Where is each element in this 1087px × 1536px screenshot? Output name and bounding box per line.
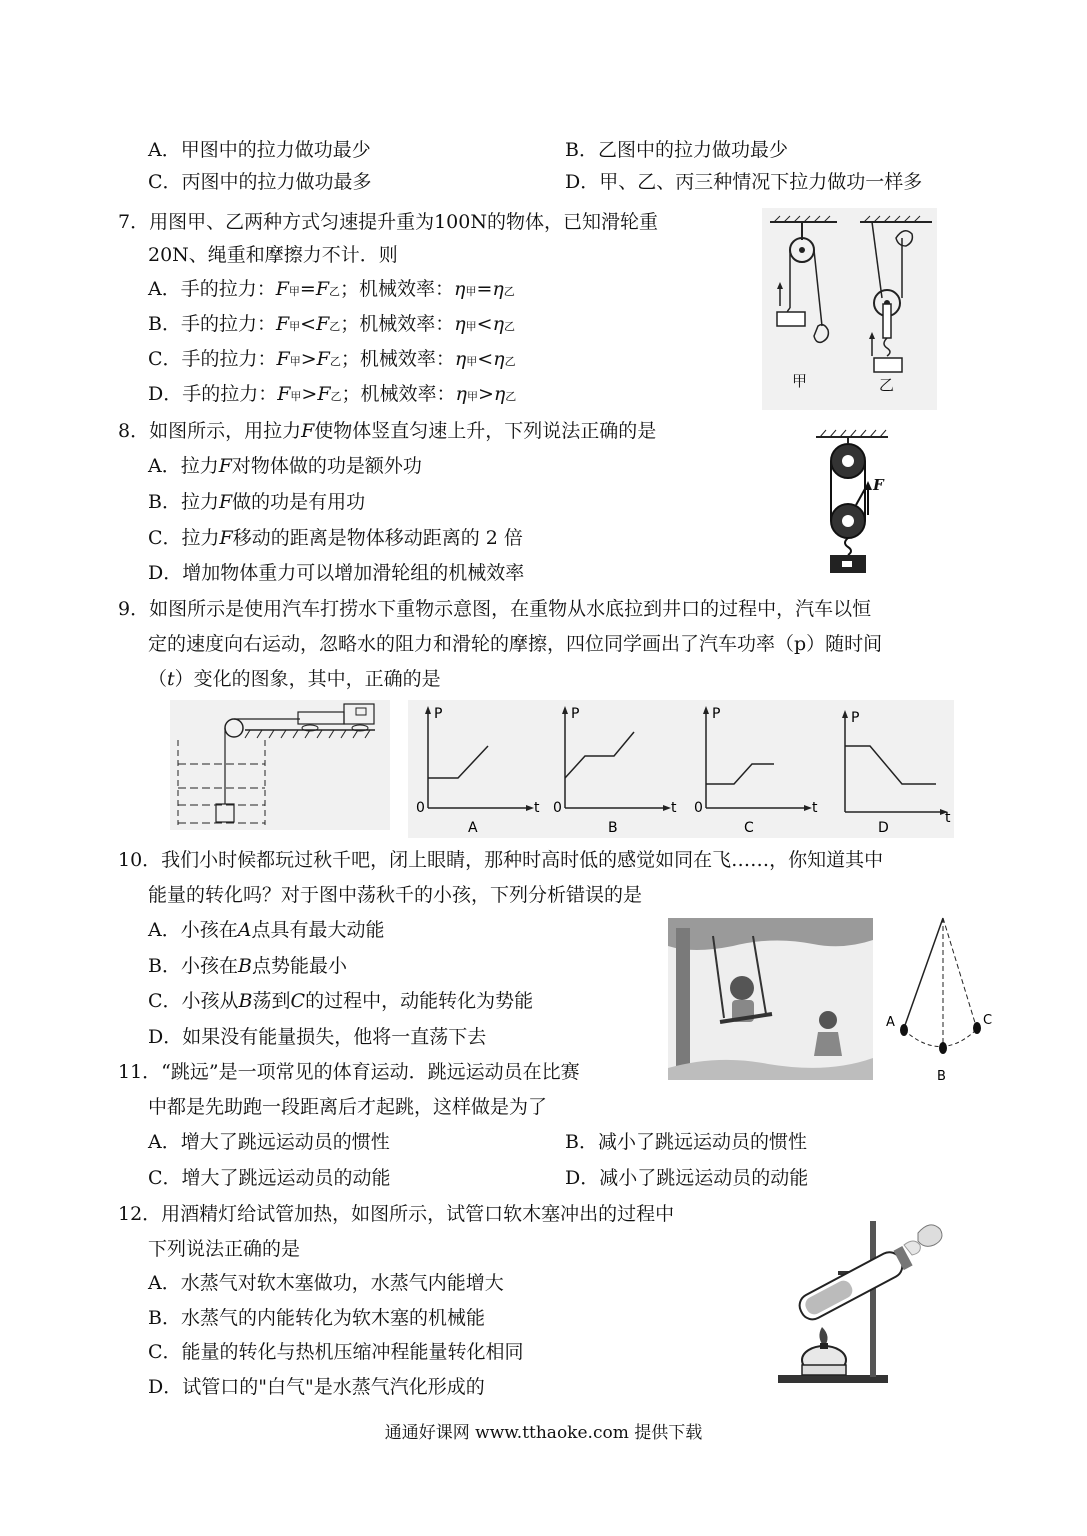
q7-label-yi: 乙 [879, 376, 895, 394]
q11-stem-line2: 中都是先助跑一段距离后才起跳，这样做是为了 [148, 1096, 548, 1118]
svg-text:t: t [945, 810, 951, 826]
svg-text:0: 0 [416, 800, 425, 816]
q10-option-d: D．如果没有能量损失，他将一直荡下去 [148, 1026, 487, 1048]
q12-option-d: D．试管口的"白气"是水蒸气汽化形成的 [148, 1376, 485, 1398]
svg-text:A: A [468, 820, 478, 836]
svg-text:P: P [434, 706, 443, 722]
q10-stem-line2: 能量的转化吗？对于图中荡秋千的小孩，下列分析错误的是 [148, 884, 643, 906]
q10-option-c: C．小孩从B荡到C的过程中，动能转化为势能 [148, 990, 534, 1012]
svg-text:t: t [534, 800, 540, 816]
q6-option-a: A．甲图中的拉力做功最少 [148, 139, 371, 161]
pendulum-label-b: B [937, 1069, 946, 1084]
svg-text:0: 0 [694, 800, 703, 816]
q7-option-c: C．手的拉力：F甲>F乙；机械效率：η甲<η乙 [148, 348, 516, 370]
q8-option-d: D．增加物体重力可以增加滑轮组的机械效率 [148, 562, 525, 584]
svg-text:D: D [878, 820, 889, 836]
q6-option-c: C．丙图中的拉力做功最多 [148, 171, 372, 193]
q12-test-tube-apparatus [778, 1215, 948, 1385]
q6-option-d: D．甲、乙、丙三种情况下拉力做功一样多 [565, 171, 923, 193]
q12-option-a: A．水蒸气对软木塞做功，水蒸气内能增大 [148, 1272, 504, 1294]
q11-option-b: B．减小了跳远运动员的惯性 [565, 1131, 807, 1153]
q10-pendulum-diagram [880, 912, 1000, 1090]
svg-text:B: B [608, 820, 618, 836]
q8-force-label: F [873, 476, 884, 494]
q7-stem-line1: 7．用图甲、乙两种方式匀速提升重为100N的物体，已知滑轮重 [118, 211, 658, 233]
svg-text:t: t [671, 800, 677, 816]
q9-stem-line3: （t）变化的图象，其中，正确的是 [148, 668, 441, 690]
q7-option-a: A．手的拉力：F甲=F乙；机械效率：η甲=η乙 [148, 278, 515, 300]
q11-option-c: C．增大了跳远运动员的动能 [148, 1167, 391, 1189]
q11-stem-line1: 11．“跳远”是一项常见的体育运动．跳远运动员在比赛 [118, 1061, 580, 1083]
q9-stem-line2: 定的速度向右运动，忽略水的阻力和滑轮的摩擦，四位同学画出了汽车功率（p）随时间 [148, 633, 883, 655]
pendulum-label-a: A [886, 1015, 895, 1030]
pendulum-label-c: C [983, 1013, 993, 1028]
q10-stem-line1: 10．我们小时候都玩过秋千吧，闭上眼睛，那种时高时低的感觉如同在飞……，你知道其中 [118, 849, 884, 871]
q8-option-b: B．拉力F做的功是有用功 [148, 491, 366, 513]
q10-option-b: B．小孩在B点势能最小 [148, 955, 347, 977]
q9-well-truck-figure [170, 700, 390, 830]
q12-stem-line2: 下列说法正确的是 [148, 1238, 301, 1260]
svg-text:P: P [712, 706, 721, 722]
page-footer: 通通好课网 www.tthaoke.com 提供下载 [384, 1423, 703, 1443]
q7-stem-line2: 20N、绳重和摩擦力不计．则 [148, 244, 398, 266]
q9-stem-line1: 9．如图所示是使用汽车打捞水下重物示意图，在重物从水底拉到井口的过程中，汽车以恒 [118, 598, 872, 620]
svg-text:P: P [851, 710, 860, 726]
q10-swing-illustration [668, 918, 873, 1080]
q7-label-jia: 甲 [792, 372, 808, 390]
q9-power-graphs [408, 700, 954, 838]
svg-text:t: t [812, 800, 818, 816]
q8-pulley-figure [808, 425, 900, 580]
q12-option-c: C．能量的转化与热机压缩冲程能量转化相同 [148, 1341, 524, 1363]
q11-option-d: D．减小了跳远运动员的动能 [565, 1167, 809, 1189]
q7-option-d: D．手的拉力：F甲>F乙；机械效率：η甲>η乙 [148, 383, 517, 405]
svg-text:C: C [744, 820, 754, 836]
svg-text:P: P [571, 706, 580, 722]
q8-stem: 8．如图所示，用拉力F使物体竖直匀速上升，下列说法正确的是 [118, 420, 657, 442]
q7-pulley-figure [762, 208, 937, 410]
q7-option-b: B．手的拉力：F甲<F乙；机械效率：η甲<η乙 [148, 313, 515, 335]
q8-option-a: A．拉力F对物体做的功是额外功 [148, 455, 422, 477]
q12-stem-line1: 12．用酒精灯给试管加热，如图所示，试管口软木塞冲出的过程中 [118, 1203, 675, 1225]
q8-option-c: C．拉力F移动的距离是物体移动距离的 2 倍 [148, 527, 523, 549]
q11-option-a: A．增大了跳远运动员的惯性 [148, 1131, 390, 1153]
q6-option-b: B．乙图中的拉力做功最少 [565, 139, 788, 161]
q10-option-a: A．小孩在A点具有最大动能 [148, 919, 385, 941]
q12-option-b: B．水蒸气的内能转化为软木塞的机械能 [148, 1307, 485, 1329]
svg-text:0: 0 [553, 800, 562, 816]
